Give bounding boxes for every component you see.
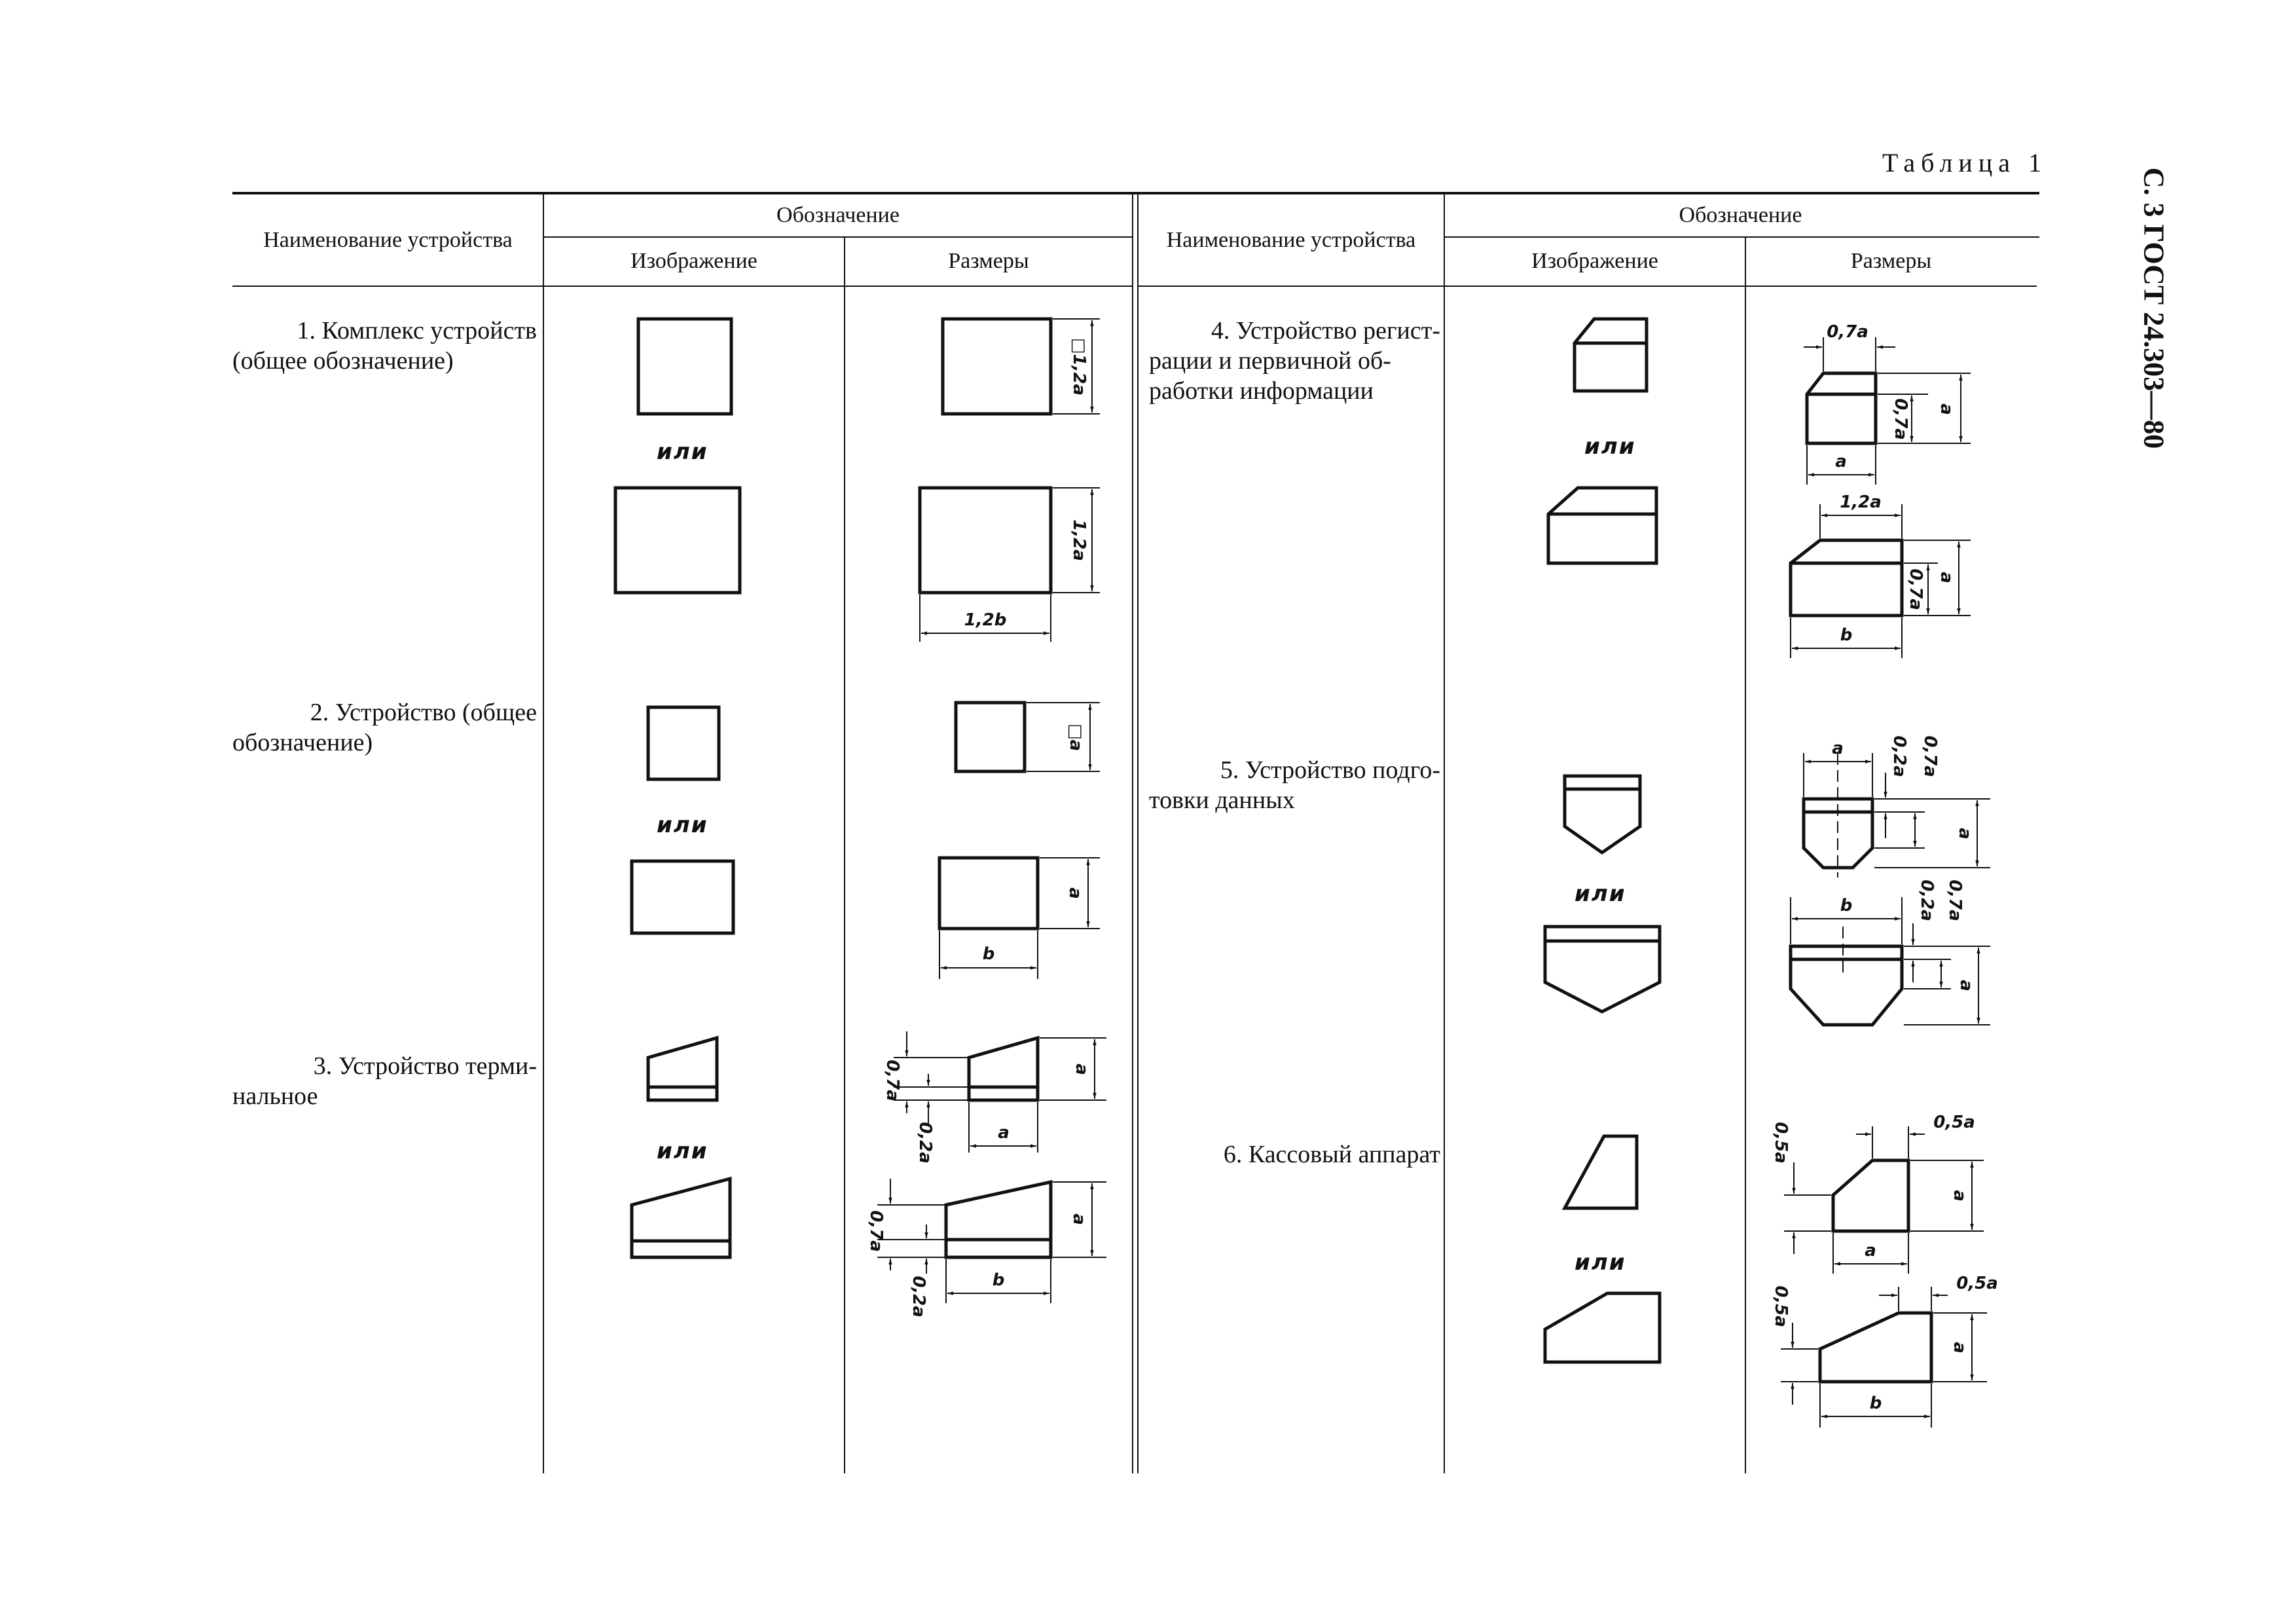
header-device-name-left: Наименование устройства bbox=[263, 228, 513, 252]
or-label-3: или bbox=[657, 1138, 708, 1164]
device-2-image-b bbox=[632, 861, 733, 933]
dim-0-7a: 0,7a bbox=[1920, 735, 1940, 777]
device-6-size-b bbox=[1771, 1274, 1998, 1428]
or-label-1: или bbox=[657, 439, 708, 465]
or-label-4: или bbox=[1584, 434, 1636, 460]
table-title: Таблица 1 bbox=[1882, 148, 2047, 177]
device-1-label: 1. Комплекс устройств (общее обозначение) bbox=[232, 317, 537, 375]
dim-a: a bbox=[1950, 1342, 1969, 1354]
dim-square-a: □a bbox=[1066, 723, 1085, 752]
device-6-image-a bbox=[1565, 1136, 1637, 1208]
device-3-size-a bbox=[883, 1031, 1106, 1164]
page-number: С. 3 ГОСТ 24.303—80 bbox=[2138, 167, 2170, 449]
or-label-6: или bbox=[1575, 1249, 1626, 1276]
device-2-image-a bbox=[648, 707, 719, 779]
dim-0-2a: 0,2a bbox=[1889, 735, 1909, 777]
header-designation-left: Обозначение bbox=[776, 203, 900, 227]
dim-b: b bbox=[1869, 1393, 1882, 1413]
device-4-image-a bbox=[1575, 319, 1647, 391]
dim-b: b bbox=[1840, 625, 1853, 645]
header-image-right: Изображение bbox=[1531, 249, 1658, 273]
device-3-label: 3. Устройство терми- нальное bbox=[232, 1052, 537, 1110]
dim-b: b bbox=[992, 1270, 1005, 1290]
device-4-size-a bbox=[1804, 322, 1971, 485]
dim-0-7a: 0,7a bbox=[1945, 879, 1965, 921]
device-6-size-a bbox=[1771, 1113, 1984, 1274]
dim-0-2a: 0,2a bbox=[915, 1122, 935, 1164]
dim-a: a bbox=[998, 1123, 1010, 1143]
device-2-size-a bbox=[956, 703, 1100, 771]
device-1-size-b bbox=[920, 488, 1100, 642]
dim-0-7a: 0,7a bbox=[1891, 398, 1910, 440]
device-5-image-b bbox=[1545, 927, 1660, 1012]
device-4-label: 4. Устройство регист- рации и первичной об- работки информации bbox=[1149, 317, 1440, 405]
dim-a: a bbox=[1832, 739, 1844, 758]
dim-a: a bbox=[1835, 452, 1847, 471]
header-sizes-right: Размеры bbox=[1850, 249, 1932, 273]
dim-a: a bbox=[1956, 980, 1976, 991]
header-image-left: Изображение bbox=[630, 249, 757, 273]
dim-a: a bbox=[1937, 572, 1956, 583]
dim-0-2a: 0,2a bbox=[1917, 879, 1937, 921]
header-device-name-right: Наименование устройства bbox=[1166, 228, 1416, 252]
device-6-label: 6. Кассовый аппарат bbox=[1223, 1141, 1440, 1168]
device-3-image-a bbox=[648, 1038, 717, 1100]
device-3-image-b bbox=[632, 1179, 730, 1257]
dim-0-7a: 0,7a bbox=[1827, 322, 1868, 342]
dim-1-2a: 1,2a bbox=[1069, 519, 1089, 561]
device-2-label: 2. Устройство (общее обозначение) bbox=[232, 699, 537, 756]
dim-0-7a: 0,7a bbox=[866, 1210, 886, 1252]
dim-1-2a: 1,2a bbox=[1840, 492, 1882, 512]
header-sizes-left: Размеры bbox=[948, 249, 1029, 273]
device-1-size-a bbox=[943, 319, 1100, 414]
dim-square-1-2a: □1,2a bbox=[1069, 337, 1089, 396]
or-label-5: или bbox=[1575, 881, 1626, 907]
device-5-size-b bbox=[1791, 879, 1990, 1025]
dim-a: a bbox=[1072, 1063, 1091, 1075]
device-1-image-b bbox=[615, 488, 740, 593]
device-4-size-b bbox=[1791, 492, 1971, 658]
dim-0-7a: 0,7a bbox=[883, 1060, 902, 1101]
device-3-size-b bbox=[866, 1179, 1106, 1318]
dim-0-5a: 0,5a bbox=[1956, 1274, 1998, 1293]
device-5-size-a bbox=[1804, 735, 1990, 877]
dim-1-2b: 1,2b bbox=[964, 610, 1007, 630]
device-1-image-a bbox=[638, 319, 731, 414]
header-designation-right: Обозначение bbox=[1679, 203, 1802, 227]
dim-b: b bbox=[1840, 896, 1853, 915]
device-6-image-b bbox=[1545, 1293, 1660, 1362]
dim-a: a bbox=[1955, 828, 1975, 840]
dim-0-2a: 0,2a bbox=[909, 1276, 928, 1318]
dim-a: a bbox=[1069, 1213, 1089, 1225]
table-grid bbox=[232, 193, 2039, 1473]
device-4-image-b bbox=[1548, 488, 1656, 563]
dim-0-5a: 0,5a bbox=[1771, 1285, 1791, 1327]
dim-a: a bbox=[1937, 403, 1956, 415]
dim-0-7a: 0,7a bbox=[1906, 568, 1925, 610]
dim-0-5a: 0,5a bbox=[1771, 1122, 1791, 1164]
device-5-label: 5. Устройство подго- товки данных bbox=[1149, 756, 1440, 814]
dim-a: a bbox=[1065, 887, 1085, 899]
device-5-image-a bbox=[1565, 776, 1640, 853]
dim-a: a bbox=[1865, 1241, 1876, 1261]
dim-a: a bbox=[1950, 1190, 1969, 1202]
dim-0-5a: 0,5a bbox=[1933, 1113, 1975, 1132]
or-label-2: или bbox=[657, 812, 708, 838]
device-2-size-b bbox=[939, 858, 1100, 979]
dim-b: b bbox=[982, 944, 995, 964]
